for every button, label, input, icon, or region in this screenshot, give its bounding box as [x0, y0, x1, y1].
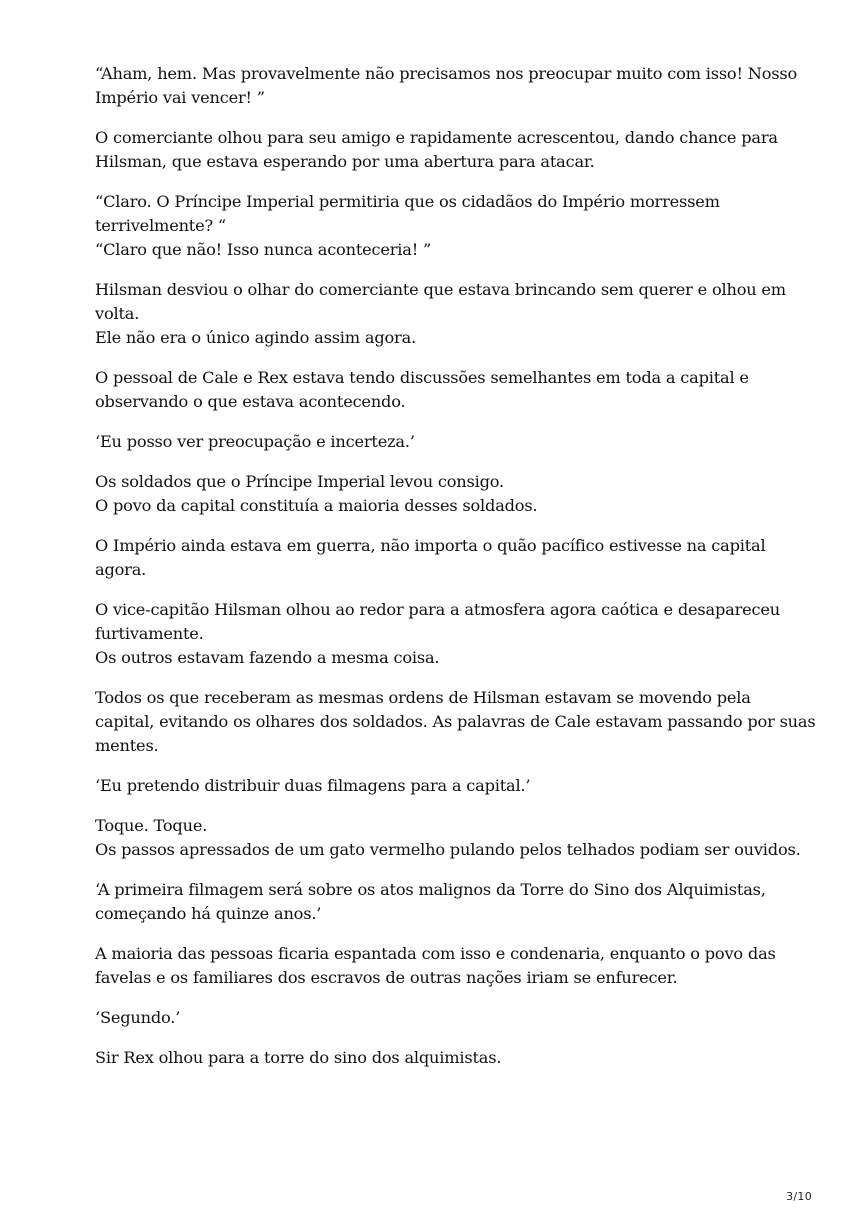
text-line: “Aham, hem. Mas provavelmente não precisamos nos preocupar muito com isso! Nosso	[95, 64, 797, 83]
text-line: ‘Eu pretendo distribuir duas filmagens para a capital.’	[95, 776, 531, 795]
text-line: Hilsman, que estava esperando por uma abertura para atacar.	[95, 152, 595, 171]
text-line: “Claro que não! Isso nunca aconteceria! ”	[95, 240, 432, 259]
text-line: ‘A primeira filmagem será sobre os atos malignos da Torre do Sino dos Alquimistas,	[95, 880, 766, 899]
paragraph	[95, 126, 795, 174]
text-line: Sir Rex olhou para a torre do sino dos alquimistas.	[95, 1048, 502, 1067]
text-line: O comerciante olhou para seu amigo e rapidamente acrescentou, dando chance para	[95, 128, 778, 147]
paragraph	[95, 534, 795, 582]
paragraph	[95, 686, 816, 758]
text-line: agora.	[95, 560, 147, 579]
paragraph	[95, 1046, 795, 1070]
paragraph	[95, 1006, 795, 1030]
text-line: O pessoal de Cale e Rex estava tendo discussões semelhantes em toda a capital e	[95, 368, 749, 387]
text-line: Os passos apressados de um gato vermelho pulando pelos telhados podiam ser ouvidos.	[95, 840, 801, 859]
text-line: “Claro. O Príncipe Imperial permitiria que os cidadãos do Império morressem	[95, 192, 720, 211]
paragraph	[95, 366, 795, 414]
paragraph	[95, 62, 795, 110]
text-line: volta.	[95, 304, 140, 323]
paragraph	[95, 774, 795, 798]
text-line: começando há quinze anos.’	[95, 904, 322, 923]
paragraph	[95, 814, 801, 862]
paragraph	[95, 190, 795, 262]
text-line: Os outros estavam fazendo a mesma coisa.	[95, 648, 440, 667]
page-number: 3/10	[786, 1190, 812, 1203]
text-line: Império vai vencer! ”	[95, 88, 265, 107]
paragraph	[95, 470, 795, 518]
text-line: O vice-capitão Hilsman olhou ao redor para a atmosfera agora caótica e desapareceu	[95, 600, 780, 619]
text-line: A maioria das pessoas ficaria espantada com isso e condenaria, enquanto o povo das	[95, 944, 776, 963]
text-line: observando o que estava acontecendo.	[95, 392, 406, 411]
paragraph	[95, 278, 795, 350]
text-line: Todos os que receberam as mesmas ordens de Hilsman estavam se movendo pela	[95, 688, 751, 707]
text-line: mentes.	[95, 736, 159, 755]
paragraph	[95, 598, 795, 670]
text-line: Os soldados que o Príncipe Imperial levou consigo.	[95, 472, 504, 491]
text-line: Toque. Toque.	[95, 816, 208, 835]
paragraph	[95, 878, 795, 926]
text-line: Ele não era o único agindo assim agora.	[95, 328, 416, 347]
text-line: furtivamente.	[95, 624, 204, 643]
paragraph	[95, 430, 795, 454]
text-line: capital, evitando os olhares dos soldados. As palavras de Cale estavam passando por suas	[95, 712, 816, 731]
text-line: ‘Eu posso ver preocupação e incerteza.’	[95, 432, 415, 451]
text-line: O povo da capital constituía a maioria desses soldados.	[95, 496, 538, 515]
text-line: O Império ainda estava em guerra, não importa o quão pacífico estivesse na capital	[95, 536, 766, 555]
text-line: ‘Segundo.’	[95, 1008, 181, 1027]
text-line: terrivelmente? “	[95, 216, 226, 235]
text-line: Hilsman desviou o olhar do comerciante que estava brincando sem querer e olhou em	[95, 280, 786, 299]
text-line: favelas e os familiares dos escravos de outras nações iriam se enfurecer.	[95, 968, 678, 987]
document-body	[95, 62, 816, 1086]
paragraph	[95, 942, 795, 990]
